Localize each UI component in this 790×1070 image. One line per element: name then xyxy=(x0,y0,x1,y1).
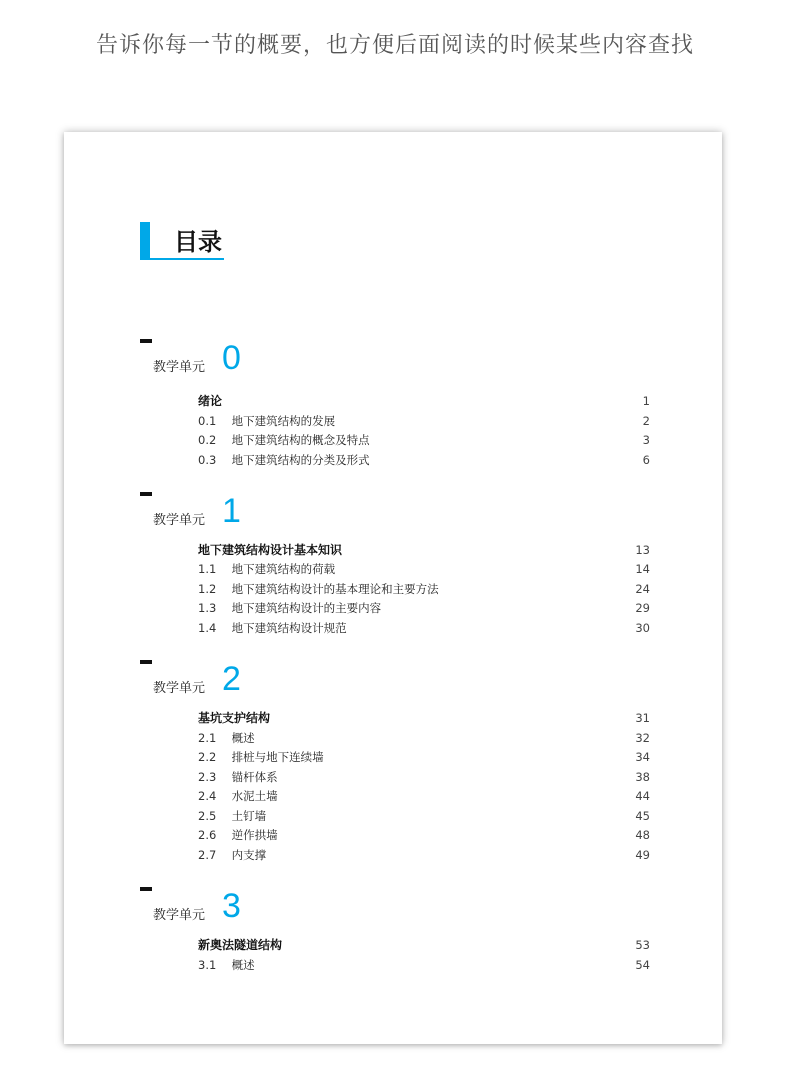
section-number: 3.1 xyxy=(198,958,217,972)
section-title: 地下建筑结构的概念及特点 xyxy=(231,433,370,447)
unit-label: 教学单元 xyxy=(153,908,206,923)
page-number: 45 xyxy=(635,809,650,823)
section-title: 锚杆体系 xyxy=(231,770,278,784)
page-number: 38 xyxy=(635,770,650,784)
unit-number: 1 xyxy=(222,492,241,530)
section-number: 2.2 xyxy=(198,750,217,764)
toc-section-1-2[interactable] xyxy=(198,581,650,597)
section-title: 水泥土墙 xyxy=(231,789,278,803)
section-title: 地下建筑结构的发展 xyxy=(231,414,336,428)
section-number: 2.5 xyxy=(198,809,217,823)
page-caption: 告诉你每一节的概要，也方便后面阅读的时候某些内容查找 xyxy=(95,33,694,58)
section-title: 地下建筑结构设计的主要内容 xyxy=(231,601,382,615)
toc-section-0-3[interactable] xyxy=(198,452,650,468)
toc-section-1-3[interactable] xyxy=(198,600,650,616)
section-number: 2.6 xyxy=(198,828,217,842)
chapter-title: 基坑支护结构 xyxy=(198,711,271,725)
toc-title: 目录 xyxy=(174,228,222,256)
toc-section-1-1[interactable] xyxy=(198,561,650,577)
page-number: 44 xyxy=(635,789,650,803)
unit-number: 0 xyxy=(222,339,241,377)
page-number: 14 xyxy=(635,562,650,576)
section-number: 1.3 xyxy=(198,601,217,615)
page-number: 2 xyxy=(642,414,650,428)
toc-section-0-2[interactable] xyxy=(198,432,650,448)
page-number: 54 xyxy=(635,958,650,972)
page-number: 29 xyxy=(635,601,650,615)
toc-section-2-6[interactable] xyxy=(198,827,650,843)
chapter-title: 绪论 xyxy=(198,394,223,408)
section-title: 排桩与地下连续墙 xyxy=(231,750,324,764)
chapter-title: 地下建筑结构设计基本知识 xyxy=(198,543,343,557)
unit-dash-icon xyxy=(140,660,152,664)
page-number: 24 xyxy=(635,582,650,596)
toc-section-2-4[interactable] xyxy=(198,788,650,804)
section-number: 1.2 xyxy=(198,582,217,596)
toc-section-2-7[interactable] xyxy=(198,847,650,863)
section-title: 土钉墙 xyxy=(231,809,267,823)
section-title: 地下建筑结构的荷载 xyxy=(231,562,336,576)
heading-underline xyxy=(140,258,224,260)
section-title: 地下建筑结构的分类及形式 xyxy=(231,453,370,467)
page-number: 32 xyxy=(635,731,650,745)
section-number: 1.4 xyxy=(198,621,217,635)
page-number: 34 xyxy=(635,750,650,764)
section-number: 1.1 xyxy=(198,562,217,576)
unit-number: 3 xyxy=(222,887,241,925)
section-title: 概述 xyxy=(231,958,255,972)
toc-section-2-2[interactable] xyxy=(198,749,650,765)
toc-section-3-1[interactable] xyxy=(198,957,650,973)
toc-section-1-4[interactable] xyxy=(198,620,650,636)
page-number: 31 xyxy=(635,711,650,725)
toc-chapter-3[interactable] xyxy=(198,937,650,953)
unit-dash-icon xyxy=(140,887,152,891)
unit-number: 2 xyxy=(222,660,241,698)
section-number: 0.3 xyxy=(198,453,217,467)
section-title: 逆作拱墙 xyxy=(231,828,278,842)
toc-page xyxy=(64,132,722,1044)
unit-label: 教学单元 xyxy=(153,681,206,696)
toc-chapter-2[interactable] xyxy=(198,710,650,726)
page-number: 1 xyxy=(642,394,650,408)
chapter-title: 新奥法隧道结构 xyxy=(198,938,283,952)
toc-section-0-1[interactable] xyxy=(198,413,650,429)
toc-section-2-1[interactable] xyxy=(198,730,650,746)
section-title: 地下建筑结构设计规范 xyxy=(231,621,347,635)
section-number: 2.1 xyxy=(198,731,217,745)
page-number: 30 xyxy=(635,621,650,635)
toc-chapter-1[interactable] xyxy=(198,542,650,558)
unit-label: 教学单元 xyxy=(153,360,206,375)
page-number: 48 xyxy=(635,828,650,842)
page-number: 49 xyxy=(635,848,650,862)
toc-section-2-3[interactable] xyxy=(198,769,650,785)
unit-label: 教学单元 xyxy=(153,513,206,528)
unit-dash-icon xyxy=(140,492,152,496)
section-title: 概述 xyxy=(231,731,255,745)
section-number: 2.7 xyxy=(198,848,217,862)
page-number: 6 xyxy=(642,453,650,467)
toc-chapter-0[interactable] xyxy=(198,393,650,409)
section-number: 0.2 xyxy=(198,433,217,447)
toc-section-2-5[interactable] xyxy=(198,808,650,824)
section-number: 0.1 xyxy=(198,414,217,428)
page-number: 53 xyxy=(635,938,650,952)
heading-accent-bar xyxy=(140,222,150,258)
page-number: 13 xyxy=(635,543,650,557)
section-title: 内支撑 xyxy=(231,848,267,862)
section-number: 2.4 xyxy=(198,789,217,803)
unit-dash-icon xyxy=(140,339,152,343)
page-number: 3 xyxy=(642,433,650,447)
section-title: 地下建筑结构设计的基本理论和主要方法 xyxy=(231,582,439,596)
section-number: 2.3 xyxy=(198,770,217,784)
